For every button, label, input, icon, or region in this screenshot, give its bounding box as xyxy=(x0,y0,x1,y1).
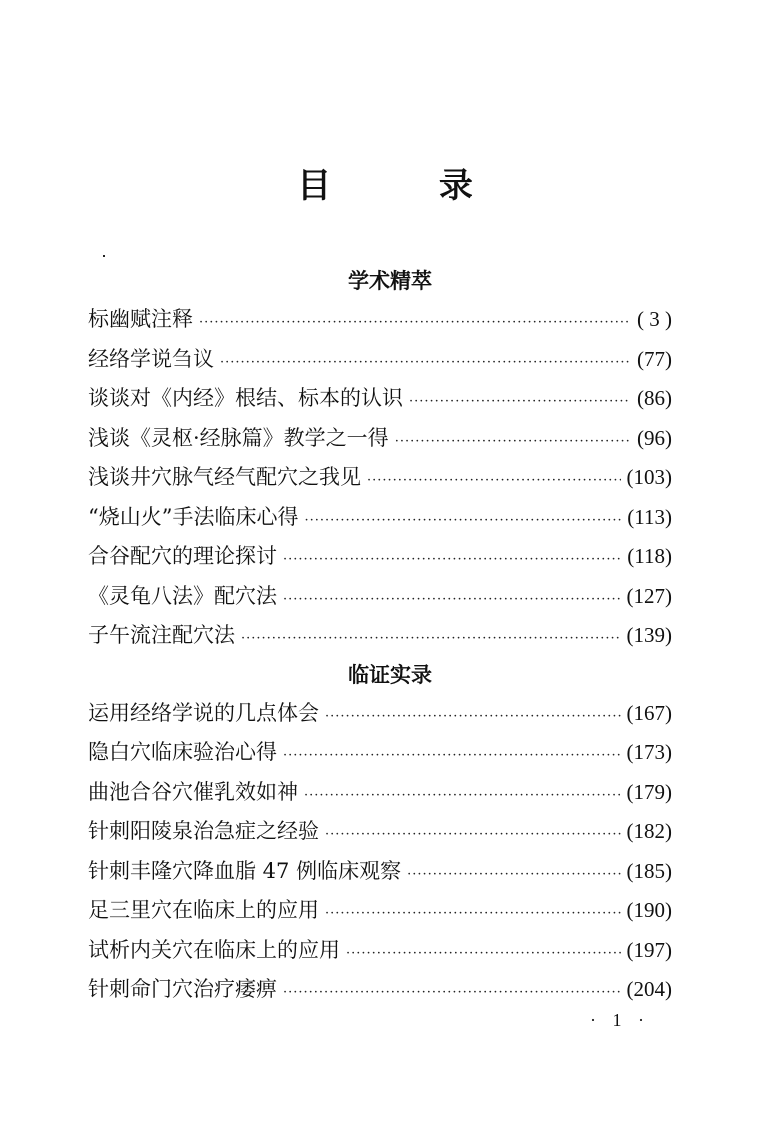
stray-ink-dot xyxy=(103,255,105,257)
toc-entry-title: 浅谈井穴脉气经气配穴之我见 xyxy=(88,465,361,489)
toc-entry-title: 足三里穴在临床上的应用 xyxy=(88,898,319,922)
toc-entry-title: 《灵龟八法》配穴法 xyxy=(88,583,277,608)
toc-entry-page: (190) xyxy=(626,898,672,922)
toc-entry-title: 子午流注配穴法 xyxy=(88,623,235,647)
toc-entry-page: (197) xyxy=(626,937,672,962)
toc-entry xyxy=(88,970,672,1010)
toc-entry xyxy=(88,458,672,498)
dot-leader xyxy=(407,855,620,895)
toc-entry-page: (139) xyxy=(626,623,672,647)
toc-entry-title: 针刺丰隆穴降血脂 47 例临床观察 xyxy=(88,858,402,883)
toc-entry-page: (182) xyxy=(626,819,672,843)
toc-entry xyxy=(88,340,672,380)
dot-leader xyxy=(346,934,621,974)
toc-entry-title: 针刺阳陵泉治急症之经验 xyxy=(88,819,319,843)
dot-leader xyxy=(304,776,621,816)
dot-leader xyxy=(304,501,621,541)
dot-leader xyxy=(241,619,621,659)
dot-leader xyxy=(283,540,621,580)
toc-entry xyxy=(88,379,672,419)
page-number: · 1 · xyxy=(590,1010,650,1030)
toc-entry xyxy=(88,616,672,656)
toc-entry-page: (86) xyxy=(637,386,672,410)
dot-leader xyxy=(409,382,631,422)
toc-entry-title: 合谷配穴的理论探讨 xyxy=(88,544,277,568)
toc-entry-page: ( 3 ) xyxy=(637,307,672,331)
toc-entry-title: 曲池合谷穴催乳效如神 xyxy=(88,779,298,804)
dot-leader xyxy=(283,580,621,620)
toc-entry xyxy=(88,498,672,538)
toc-entry xyxy=(88,733,672,773)
dot-leader xyxy=(220,343,631,383)
dot-leader xyxy=(395,422,631,462)
dot-leader xyxy=(283,736,621,776)
toc-entry-page: (173) xyxy=(626,740,672,764)
dot-leader xyxy=(325,894,621,934)
toc-entry xyxy=(88,852,672,892)
toc-entry xyxy=(88,300,672,340)
toc-entry-page: (118) xyxy=(627,544,672,568)
toc-entry-page: (113) xyxy=(627,504,672,529)
toc-entry-title: 浅谈《灵枢·经脉篇》教学之一得 xyxy=(88,425,389,450)
toc-entry xyxy=(88,773,672,813)
toc-entry xyxy=(88,931,672,971)
toc-entry xyxy=(88,694,672,734)
toc-entry xyxy=(88,891,672,931)
toc-entry-page: (103) xyxy=(626,465,672,489)
toc-entry-page: (179) xyxy=(626,779,672,804)
table-of-contents xyxy=(88,262,672,1010)
toc-entry-title: 试析内关穴在临床上的应用 xyxy=(88,937,340,962)
toc-entry xyxy=(88,812,672,852)
toc-entry-page: (127) xyxy=(626,583,672,608)
toc-entry-page: (167) xyxy=(626,700,672,725)
dot-leader xyxy=(199,303,631,343)
toc-entry xyxy=(88,537,672,577)
toc-entry-title: “烧山火”手法临床心得 xyxy=(88,504,299,529)
section-heading-clinical: 临证实录 xyxy=(348,662,432,687)
dot-leader xyxy=(283,973,621,1013)
toc-entry-title: 隐白穴临床验治心得 xyxy=(88,740,277,764)
toc-entry-title: 针刺命门穴治疗痿痹 xyxy=(88,977,277,1001)
toc-entry-title: 经络学说刍议 xyxy=(88,346,214,371)
toc-entry-page: (77) xyxy=(637,346,672,371)
toc-entry-page: (185) xyxy=(626,858,672,883)
dot-leader xyxy=(367,461,621,501)
toc-entry-title: 谈谈对《内经》根结、标本的认识 xyxy=(88,386,403,410)
toc-entry xyxy=(88,419,672,459)
toc-entry-title: 运用经络学说的几点体会 xyxy=(88,700,319,725)
toc-entry-title: 标幽赋注释 xyxy=(88,307,193,331)
toc-entry-page: (204) xyxy=(626,977,672,1001)
page-title: 目 录 xyxy=(297,166,521,206)
dot-leader xyxy=(325,697,621,737)
toc-entry xyxy=(88,577,672,617)
section-heading-academic: 学术精萃 xyxy=(348,269,432,293)
toc-entry-page: (96) xyxy=(637,425,672,450)
dot-leader xyxy=(325,815,621,855)
